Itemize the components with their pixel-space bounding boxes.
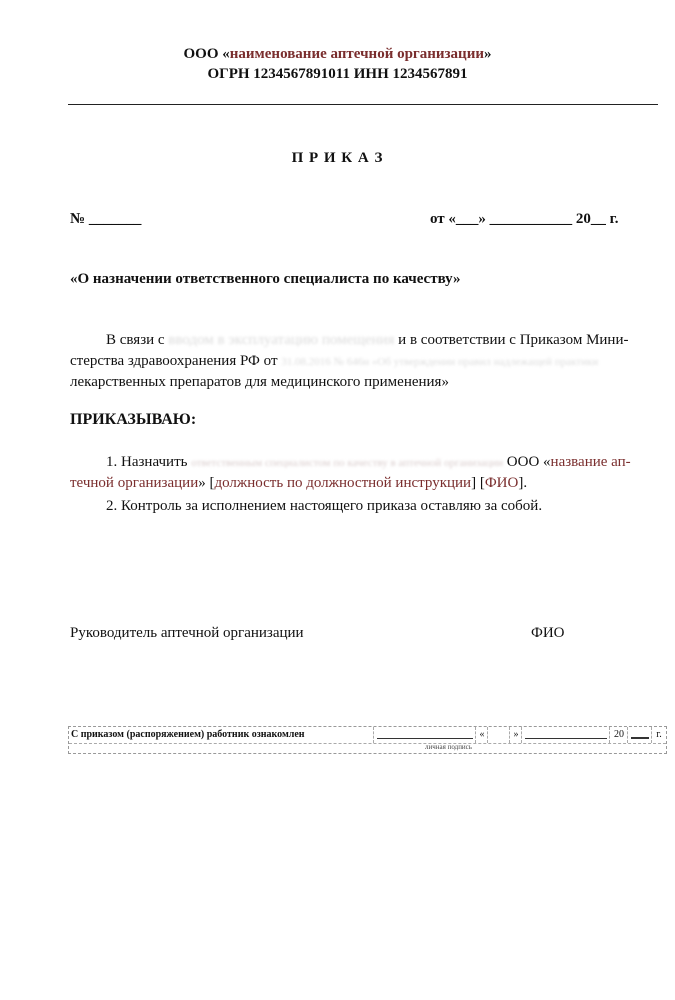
order-subject: «О назначении ответственного специалиста по качеству» — [70, 271, 461, 287]
item-1-line-2 — [70, 475, 527, 492]
ack-year-suffix: г. — [651, 727, 666, 743]
item-position: должность по должностной инструкции — [214, 475, 472, 491]
item-text: » — [198, 475, 206, 491]
body-text: и в соответствии с Приказом Мини- — [398, 332, 629, 348]
body-text: В связи с — [106, 332, 165, 348]
header-divider — [68, 104, 658, 105]
ack-signature-cell — [373, 727, 476, 743]
signature-name: ФИО — [531, 625, 565, 641]
item-fio: ФИО — [484, 475, 519, 491]
acknowledgement-block — [68, 726, 667, 754]
redacted-text: вводом в эксплуатацию помещения — [168, 332, 395, 348]
ack-label: С приказом (распоряжением) работник ознакомлен — [71, 729, 305, 740]
item-text: ООО « — [506, 454, 551, 470]
ack-sub-label: личная подпись — [425, 743, 472, 751]
bracket: [ — [479, 475, 485, 491]
body-line-1 — [106, 332, 666, 349]
month-line — [525, 738, 607, 739]
item-1-line-1 — [106, 454, 666, 471]
ack-year-cell — [627, 727, 652, 743]
signature-line — [377, 738, 473, 739]
ack-month-cell — [521, 727, 610, 743]
item-2: 2. Контроль за исполнением настоящего приказа оставляю за собой. — [106, 498, 543, 514]
ack-quote-open: « — [475, 727, 488, 743]
order-date: от «___» ___________ 20__ г. — [430, 211, 619, 227]
order-number — [70, 211, 141, 228]
signature-role: Руководитель аптечной организации — [70, 625, 304, 641]
ack-year-prefix: 20 — [609, 727, 628, 743]
item-text: 1. Назначить — [106, 454, 188, 470]
bracket: ]. — [518, 475, 528, 491]
redacted-text: ответственным специалистом по качеству в аптечной организации — [191, 457, 504, 469]
org-registration: ОГРН 1234567891011 ИНН 1234567891 — [207, 66, 468, 82]
year-line — [631, 737, 649, 739]
order-word: ПРИКАЗЫВАЮ: — [70, 411, 197, 428]
ack-day-cell — [487, 727, 510, 743]
org-header — [0, 46, 675, 63]
redacted-text: 31.08.2016 № 646н «Об утверждении правил надлежащей практики — [281, 356, 599, 368]
number-label: № — [70, 211, 86, 227]
ack-quote-close: » — [509, 727, 522, 743]
item-org-name: течной организации — [70, 475, 199, 491]
body-line-2 — [70, 353, 670, 370]
org-name: наименование аптечной организации — [229, 46, 484, 62]
bracket: ] — [471, 475, 477, 491]
bracket: [ — [209, 475, 215, 491]
org-suffix: » — [483, 46, 492, 62]
number-blank: _______ — [88, 211, 142, 227]
org-prefix: ООО « — [183, 46, 230, 62]
body-text: стерства здравоохранения РФ от — [70, 353, 278, 369]
document-title: П Р И К А З — [291, 150, 384, 166]
body-line-3: лекарственных препаратов для медицинского применения» — [70, 374, 449, 390]
item-org-name: название ап- — [550, 454, 631, 470]
